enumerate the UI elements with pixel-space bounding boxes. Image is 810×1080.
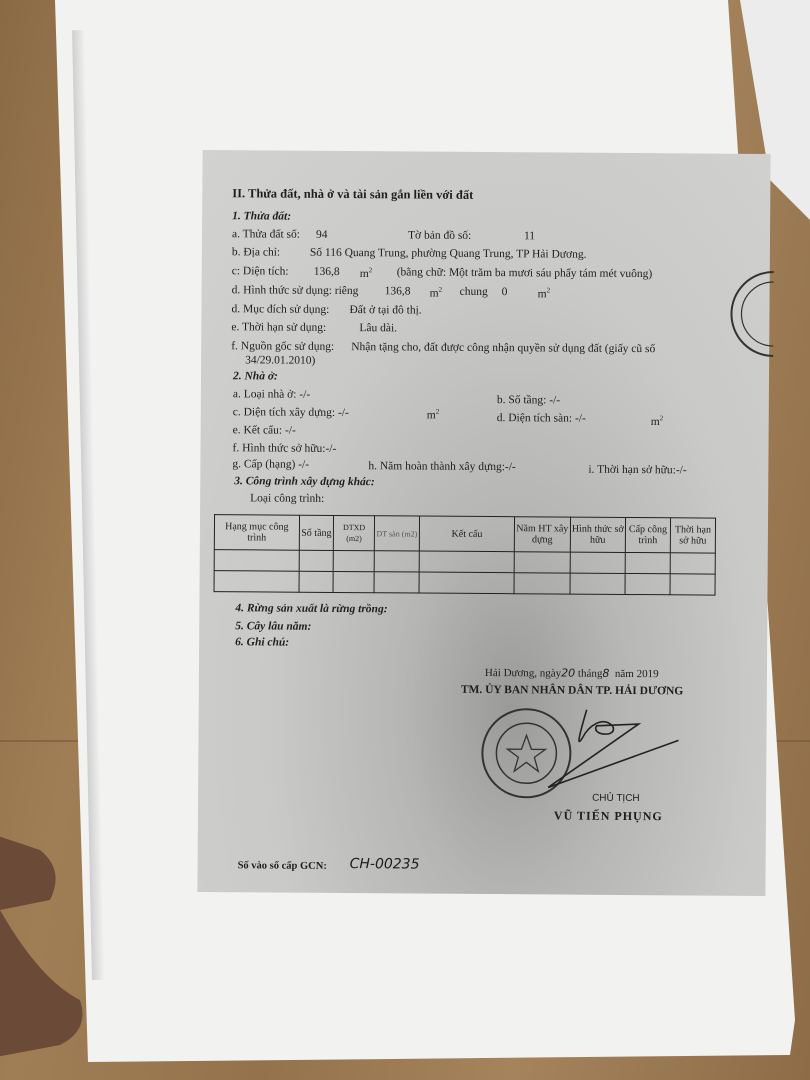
build-area-unit: $m^2$ xyxy=(426,407,440,422)
map-label: Tờ bản đồ số: xyxy=(407,229,472,242)
use-shared-label: chung xyxy=(459,285,488,299)
trees-item: 5. Cây lâu năm: xyxy=(235,620,312,633)
use-private: 136,8 xyxy=(384,285,411,298)
col-header: Năm HT xây dựng xyxy=(514,517,570,552)
col-header: Số tầng xyxy=(299,515,334,550)
partial-stamp xyxy=(723,264,774,364)
col-header: DT sàn (m2) xyxy=(374,516,419,551)
col-header: Hạng mục công trình xyxy=(214,515,299,551)
parcel-number: 94 xyxy=(315,228,328,241)
area-unit: $m^2$ xyxy=(359,266,373,281)
map-number: 11 xyxy=(523,230,536,243)
build-area: c. Diện tích xây dựng: -/- xyxy=(232,406,349,420)
table-row xyxy=(214,571,715,595)
address: Số 116 Quang Trung, phường Quang Trung, TP Hải Dương. xyxy=(309,246,587,261)
house-type: a. Loại nhà ở: -/- xyxy=(232,388,311,401)
address-label: b. Địa chỉ: xyxy=(231,246,281,259)
area-value: 136,8 xyxy=(313,265,340,278)
parcel-label: a. Thửa đất số: xyxy=(231,228,301,241)
col-header: DTXD (m2) xyxy=(334,515,375,550)
floor-area-unit: $m^2$ xyxy=(650,414,664,429)
use-form-label: d. Hình thức sử dụng: riêng xyxy=(231,284,359,298)
signer-title: CHỦ TỊCH xyxy=(592,792,640,805)
grade: g. Cấp (hạng) -/- xyxy=(232,458,310,471)
land-heading: 1. Thửa đất: xyxy=(232,210,292,223)
structure: e. Kết cấu: -/- xyxy=(232,424,296,437)
purpose: Đất ở tại đô thị. xyxy=(349,304,422,317)
origin-label: f. Nguồn gốc sử dụng: xyxy=(231,340,335,353)
purpose-label: d. Mục đích sử dụng: xyxy=(231,303,330,316)
notes-item: 6. Ghi chú: xyxy=(235,636,290,649)
floor-area: d. Diện tích sàn: -/- xyxy=(496,412,586,425)
col-header: Hình thức sở hữu xyxy=(570,517,626,552)
col-header: Cấp công trình xyxy=(625,517,670,552)
other-heading: 3. Công trình xây dựng khác: xyxy=(234,475,375,489)
ownership: f. Hình thức sở hữu:-/- xyxy=(232,442,337,455)
table-header-row xyxy=(214,515,715,553)
area-words: (bằng chữ: Một trăm ba mươi sáu phẩy tám mét vuông) xyxy=(396,266,653,281)
registry-number: CH-00235 xyxy=(349,856,420,873)
signer-name: VŨ TIẾN PHỤNG xyxy=(553,808,663,824)
year-built: h. Năm hoàn thành xây dựng:-/- xyxy=(368,460,516,474)
col-header: Kết cấu xyxy=(419,516,514,552)
certificate-page xyxy=(197,150,770,896)
forest-item: 4. Rừng sản xuất là rừng trồng: xyxy=(235,602,388,616)
house-heading: 2. Nhà ở: xyxy=(232,370,278,383)
origin: Nhận tặng cho, đất được công nhận quyền sử dụng đất (giấy cũ số xyxy=(351,341,656,356)
col-header: Thời hạn sở hữu xyxy=(670,518,715,553)
area-label: c: Diện tích: xyxy=(231,265,289,278)
term: Lâu dài. xyxy=(359,322,398,335)
house-floors: b. Số tầng: -/- xyxy=(496,394,561,407)
term-label: e. Thời hạn sử dụng: xyxy=(231,321,327,334)
other-type-label: Loại công trình: xyxy=(250,492,325,505)
section-title: II. Thửa đất, nhà ở và tài sản gắn liền với đất xyxy=(232,186,474,202)
hand xyxy=(0,830,90,1060)
use-shared-unit: $m^2$ xyxy=(537,286,551,301)
other-works-table xyxy=(214,514,717,596)
origin-cont: 34/29.01.2010) xyxy=(245,354,316,367)
use-shared: 0 xyxy=(501,286,508,299)
signing-date: Hải Dương, ngày20 tháng8 năm 2019 xyxy=(484,666,659,681)
issuing-authority: TM. ỦY BAN NHÂN DÂN TP. HẢI DƯƠNG xyxy=(460,683,684,698)
use-private-unit: $m^2$ xyxy=(429,285,443,300)
registry-label: Số vào sổ cấp GCN: xyxy=(237,860,327,872)
ownership-term: i. Thời hạn sở hữu:-/- xyxy=(588,463,687,477)
